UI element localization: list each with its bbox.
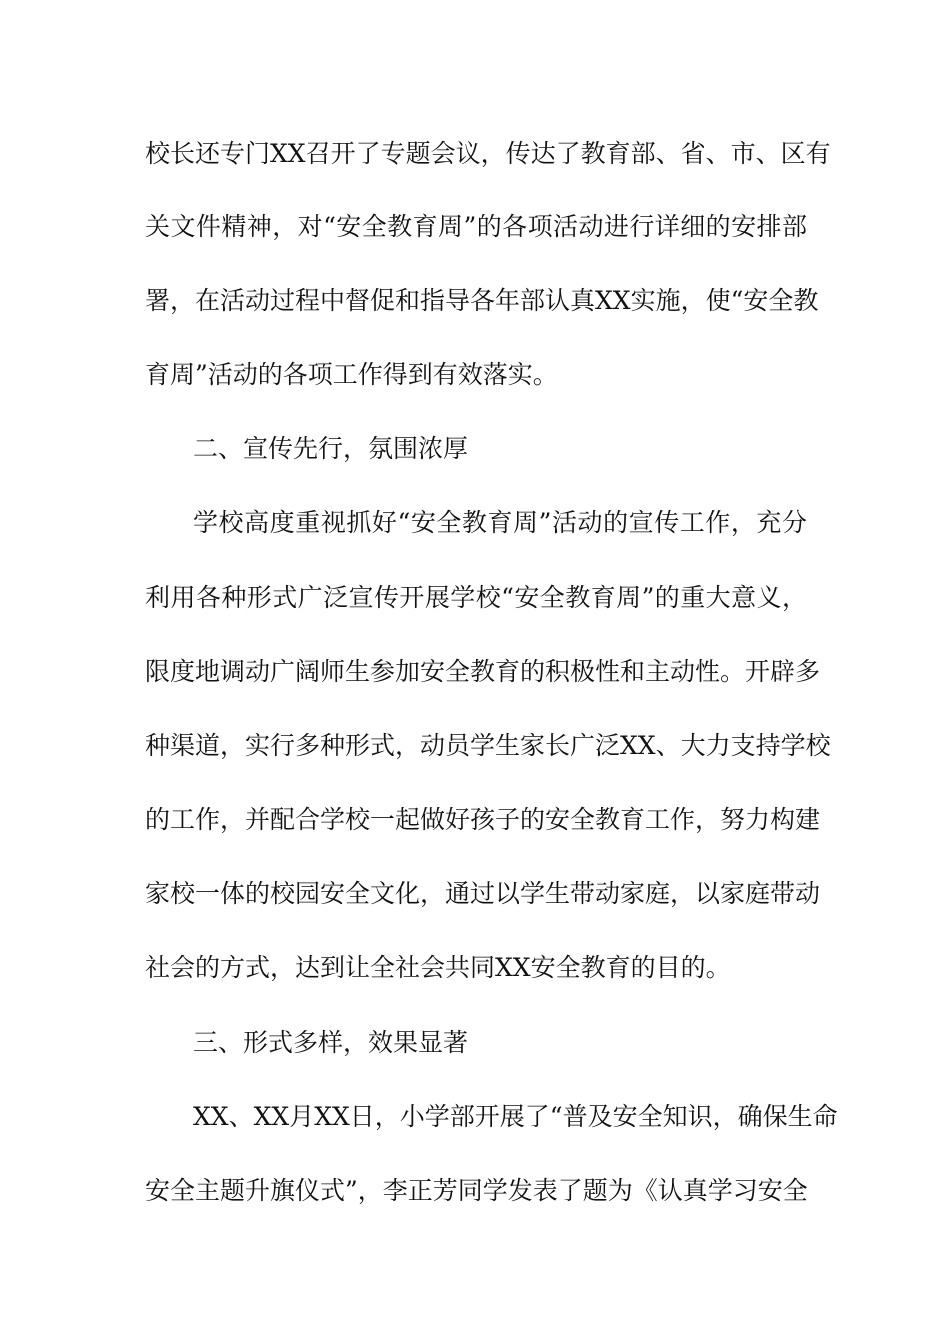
paragraph-line-12: XX、XX月XX日，小学部开展了“普及安全知识，确保生命: [193, 1102, 838, 1131]
paragraph-line-4: 育周”活动的各项工作得到有效落实。: [145, 360, 558, 389]
paragraph-line-8: 种渠道，实行多种形式，动员学生家长广泛XX、大力支持学校: [145, 731, 831, 760]
paragraph-line-3: 署，在活动过程中督促和指导各年部认真XX实施，使“安全教: [145, 286, 819, 315]
paragraph-line-10: 家校一体的校园安全文化，通过以学生带动家庭，以家庭带动: [145, 879, 821, 908]
paragraph-line-1: 校长还专门XX召开了专题会议，传达了教育部、省、市、区有: [145, 139, 831, 168]
paragraph-line-9: 的工作，并配合学校一起做好孩子的安全教育工作，努力构建: [145, 805, 821, 834]
section-heading-2: 二、宣传先行，氛围浓厚: [193, 434, 469, 463]
paragraph-line-11: 社会的方式，达到让全社会共同XX安全教育的目的。: [145, 953, 731, 982]
section-heading-3: 三、形式多样，效果显著: [193, 1028, 469, 1057]
paragraph-line-5: 学校高度重视抓好“安全教育周”活动的宣传工作，充分: [193, 508, 807, 537]
paragraph-line-7: 限度地调动广阔师生参加安全教育的积极性和主动性。开辟多: [145, 657, 821, 686]
paragraph-line-2: 关文件精神，对“安全教育周”的各项活动进行详细的安排部: [145, 212, 807, 241]
paragraph-line-13: 安全主题升旗仪式”，李正芳同学发表了题为《认真学习安全: [145, 1176, 808, 1205]
paragraph-line-6: 利用各种形式广泛宣传开展学校“安全教育周”的重大意义，: [145, 583, 807, 612]
